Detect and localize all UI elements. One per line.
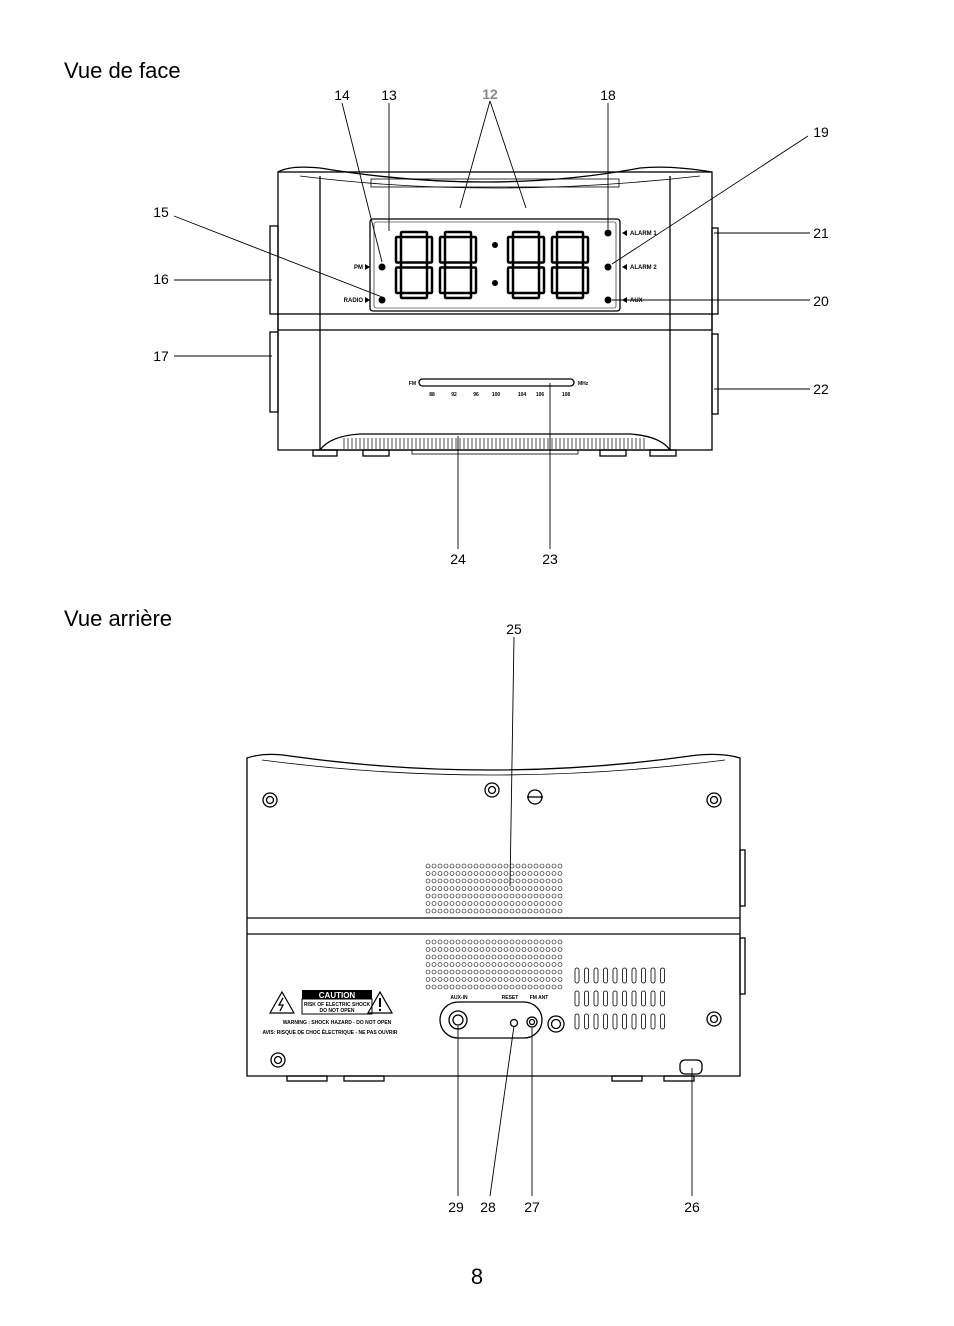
callout-15: 15	[153, 204, 169, 220]
speaker-grille-dots	[426, 864, 562, 989]
callout-16: 16	[153, 271, 169, 287]
callout-24: 24	[450, 551, 466, 567]
risk-line-1: RISK OF ELECTRIC SHOCK	[303, 1002, 371, 1008]
front-grille-hatch	[344, 438, 644, 449]
dial-tick-88: 88	[429, 392, 435, 398]
dial-mhz-label: MHz	[578, 381, 589, 387]
warning-text: WARNING : SHOCK HAZARD - DO NOT OPEN	[282, 1020, 392, 1026]
callout-14: 14	[334, 87, 350, 103]
dial-tick-92: 92	[451, 392, 457, 398]
callout-19: 19	[813, 124, 829, 140]
caution-title: CAUTION	[318, 991, 356, 1000]
back-leader-lines	[458, 637, 692, 1196]
avis-text: AVIS: RISQUE DE CHOC ÉLECTRIQUE - NE PAS OUVRIR	[262, 1030, 398, 1036]
alarm2-label: ALARM 2	[630, 265, 657, 271]
risk-line-2: DO NOT OPEN	[319, 1008, 355, 1014]
colon-dot-top	[492, 242, 498, 248]
dial-tick-104: 104	[517, 392, 527, 398]
callout-25: 25	[506, 621, 522, 637]
callout-27: 27	[524, 1199, 540, 1215]
dial-fm-label: FM	[408, 381, 416, 387]
dial-tick-96: 96	[473, 392, 479, 398]
dial-tick-108: 108	[561, 392, 571, 398]
aux-in-label: AUX-IN	[450, 995, 468, 1001]
callout-26: 26	[684, 1199, 700, 1215]
callout-23: 23	[542, 551, 558, 567]
callout-13: 13	[381, 87, 397, 103]
alarm1-label: ALARM 1	[630, 231, 657, 237]
fm-ant-label: FM ANT	[529, 995, 549, 1001]
dial-tick-100: 100	[491, 392, 501, 398]
pm-label: PM	[354, 265, 363, 271]
dial-tick-106: 106	[535, 392, 545, 398]
callout-17: 17	[153, 348, 169, 364]
front-view-title: Vue de face	[64, 58, 181, 83]
vent-slots	[575, 968, 665, 1029]
radio-label: RADIO	[343, 298, 363, 304]
callout-21: 21	[813, 225, 829, 241]
colon-dot-bottom	[492, 280, 498, 286]
callout-29: 29	[448, 1199, 464, 1215]
callout-28: 28	[480, 1199, 496, 1215]
callout-12: 12	[482, 86, 498, 102]
callout-20: 20	[813, 293, 829, 309]
callout-22: 22	[813, 381, 829, 397]
front-leader-lines	[174, 101, 810, 549]
display-digits	[396, 232, 588, 298]
callout-18: 18	[600, 87, 616, 103]
front-view-drawing	[270, 167, 718, 456]
aux-label: AUX	[630, 298, 643, 304]
back-view-title: Vue arrière	[64, 606, 173, 631]
page-number: 8	[470, 1264, 484, 1289]
reset-label: RESET	[501, 995, 519, 1001]
